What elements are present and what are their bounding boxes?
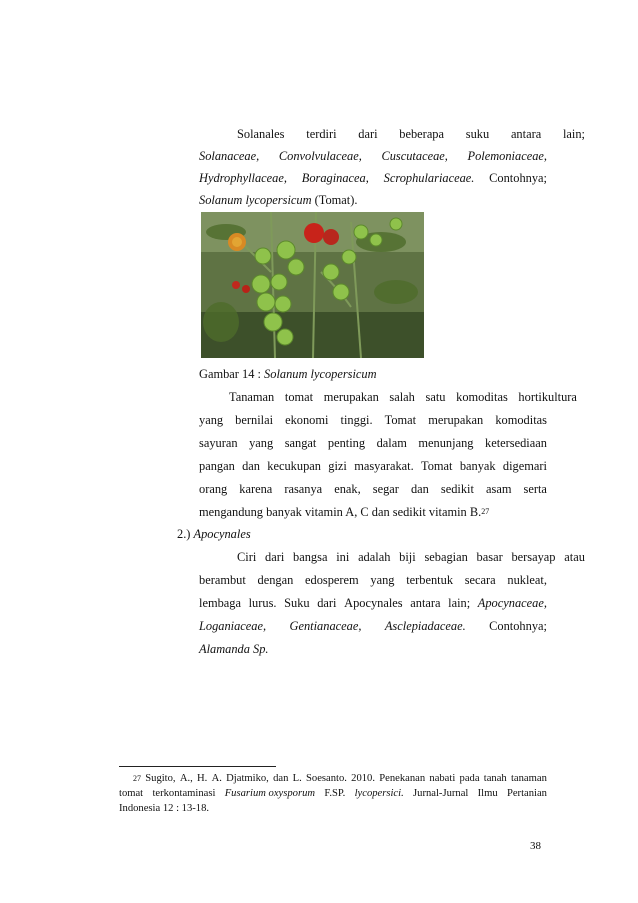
word: Solanales xyxy=(237,127,285,141)
footnote-reference: 27 xyxy=(481,507,490,516)
para2-line6 xyxy=(199,504,547,520)
para2-line1 xyxy=(199,389,577,405)
word: bangsa xyxy=(293,550,328,564)
word: (Tomat). xyxy=(314,193,358,207)
para2-line4 xyxy=(199,458,547,474)
word: pangan xyxy=(199,459,235,473)
section-title: Apocynales xyxy=(193,527,251,541)
word: Penekanan xyxy=(379,773,426,784)
word: L. xyxy=(292,773,302,784)
word: dari xyxy=(358,127,378,141)
word: tinggi. xyxy=(340,413,373,427)
word: terbentuk xyxy=(406,573,454,587)
word: bernilai xyxy=(235,413,274,427)
word: sedikit xyxy=(440,482,474,496)
word: dari xyxy=(317,596,337,610)
word: yang xyxy=(199,413,224,427)
para3-line1 xyxy=(199,549,585,565)
word: asam xyxy=(486,482,512,496)
word: tomat xyxy=(119,788,144,799)
word: Apocynales xyxy=(344,596,403,610)
word: ini xyxy=(336,550,350,564)
word: Tomat xyxy=(384,413,417,427)
word: merupakan xyxy=(323,390,379,404)
word: sebagian xyxy=(424,550,468,564)
word: tanah xyxy=(483,773,507,784)
footnote-rule xyxy=(119,766,276,767)
word: A. xyxy=(211,773,222,784)
word: digemari xyxy=(502,459,547,473)
species-name: Solanum lycopersicum xyxy=(199,193,312,207)
word: yang xyxy=(370,573,395,587)
word: beberapa xyxy=(399,127,445,141)
word: lain; xyxy=(448,596,471,610)
word: komoditas xyxy=(456,390,508,404)
word: antara xyxy=(410,596,441,610)
family-name: Boraginacea, xyxy=(301,171,369,185)
word: secara xyxy=(464,573,496,587)
word: banyak xyxy=(459,459,496,473)
word: Contohnya; xyxy=(489,171,547,185)
word: hortikultura xyxy=(518,390,577,404)
figure-caption xyxy=(199,366,547,382)
word: A., xyxy=(179,773,193,784)
species-name: Fusarium oxysporum xyxy=(224,788,316,799)
para3-line4 xyxy=(199,618,547,634)
word: pada xyxy=(459,773,480,784)
word: lembaga xyxy=(199,596,241,610)
word: dan xyxy=(242,459,260,473)
word: basar xyxy=(476,550,503,564)
word: Suku xyxy=(284,596,310,610)
word: atau xyxy=(564,550,585,564)
family-name: Asclepiadaceae. xyxy=(384,619,466,633)
tomato-plant-photo xyxy=(201,212,424,358)
word: berambut xyxy=(199,573,246,587)
word: rasanya xyxy=(284,482,323,496)
section-number: 2.) xyxy=(177,527,191,541)
section-heading xyxy=(177,526,525,542)
word: Contohnya; xyxy=(489,619,547,633)
para3-line2 xyxy=(199,572,547,588)
family-name: Convolvulaceae, xyxy=(278,149,362,163)
word: terdiri xyxy=(306,127,337,141)
para2-line5 xyxy=(199,481,547,497)
word: menunjang xyxy=(418,436,474,450)
word: kecukupan xyxy=(267,459,321,473)
footnote-number: 27 xyxy=(133,774,141,783)
word: antara xyxy=(510,127,542,141)
word: terkontaminasi xyxy=(152,788,216,799)
tomato-illustration xyxy=(201,212,424,358)
word: nukleat, xyxy=(507,573,547,587)
word: serta xyxy=(523,482,547,496)
word: dari xyxy=(265,550,285,564)
word: H. xyxy=(197,773,208,784)
word: nabati xyxy=(429,773,456,784)
word: Soesanto. xyxy=(306,773,347,784)
footnote-line3: Indonesia 12 : 13-18. xyxy=(119,803,210,814)
word: dalam xyxy=(376,436,407,450)
para1-line3 xyxy=(199,170,547,186)
word: suku xyxy=(465,127,490,141)
page-number: 38 xyxy=(530,840,541,852)
para1-line2 xyxy=(199,148,547,164)
word: salah xyxy=(389,390,415,404)
word: komoditas xyxy=(495,413,547,427)
para1-line4 xyxy=(199,192,547,208)
caption-species: Solanum lycopersicum xyxy=(264,367,377,381)
word: tanaman xyxy=(510,773,547,784)
footnote-line2 xyxy=(119,787,547,801)
word: F.SP. xyxy=(324,788,346,799)
word: edosperem xyxy=(305,573,359,587)
word: adalah xyxy=(358,550,391,564)
word: gizi xyxy=(328,459,347,473)
word: penting xyxy=(327,436,366,450)
word: yang xyxy=(249,436,274,450)
family-name: Polemoniaceae, xyxy=(467,149,547,163)
species-name: Alamanda Sp. xyxy=(199,642,269,656)
family-name: Loganiaceae, xyxy=(199,619,267,633)
word: ketersediaan xyxy=(485,436,547,450)
word: karena xyxy=(239,482,273,496)
word: Pertanian xyxy=(506,788,547,799)
word: Tomat xyxy=(421,459,453,473)
species-name: lycopersici. xyxy=(354,788,404,799)
family-name: Scrophulariaceae. xyxy=(383,171,475,185)
word: Jurnal-Jurnal xyxy=(413,788,469,799)
word: Djatmiko, xyxy=(226,773,269,784)
para1-line1 xyxy=(199,126,585,142)
word: 2010. xyxy=(351,773,375,784)
word: biji xyxy=(399,550,416,564)
family-name: Cuscutaceae, xyxy=(381,149,448,163)
para3-line3 xyxy=(199,595,547,611)
family-name: Apocynaceae, xyxy=(477,596,547,610)
family-name: Gentianaceae, xyxy=(289,619,362,633)
word: masyarakat. xyxy=(354,459,414,473)
word: Ciri xyxy=(237,550,257,564)
word: Sugito, xyxy=(145,773,176,784)
word: merupakan xyxy=(428,413,484,427)
word: dan xyxy=(273,773,289,784)
para2-line2 xyxy=(199,412,547,428)
caption-prefix: Gambar 14 : xyxy=(199,367,265,381)
word: bersayap xyxy=(511,550,556,564)
para3-line5 xyxy=(199,641,547,657)
word: Ilmu xyxy=(477,788,498,799)
word: lain; xyxy=(562,127,585,141)
word: sangat xyxy=(284,436,317,450)
word: satu xyxy=(425,390,446,404)
family-name: Hydrophyllaceae, xyxy=(199,171,287,185)
word: dengan xyxy=(257,573,294,587)
word: tomat xyxy=(284,390,314,404)
word: segar xyxy=(372,482,399,496)
word: dan xyxy=(410,482,429,496)
word: Tanaman xyxy=(229,390,275,404)
family-name: Solanaceae, xyxy=(199,149,260,163)
para2-line3 xyxy=(199,435,547,451)
word: mengandung banyak vitamin A, C dan sedikit vitamin B. xyxy=(199,505,482,519)
word: lurus. xyxy=(248,596,277,610)
word: sayuran xyxy=(199,436,238,450)
word: enak, xyxy=(334,482,361,496)
word: ekonomi xyxy=(285,413,329,427)
word: orang xyxy=(199,482,228,496)
